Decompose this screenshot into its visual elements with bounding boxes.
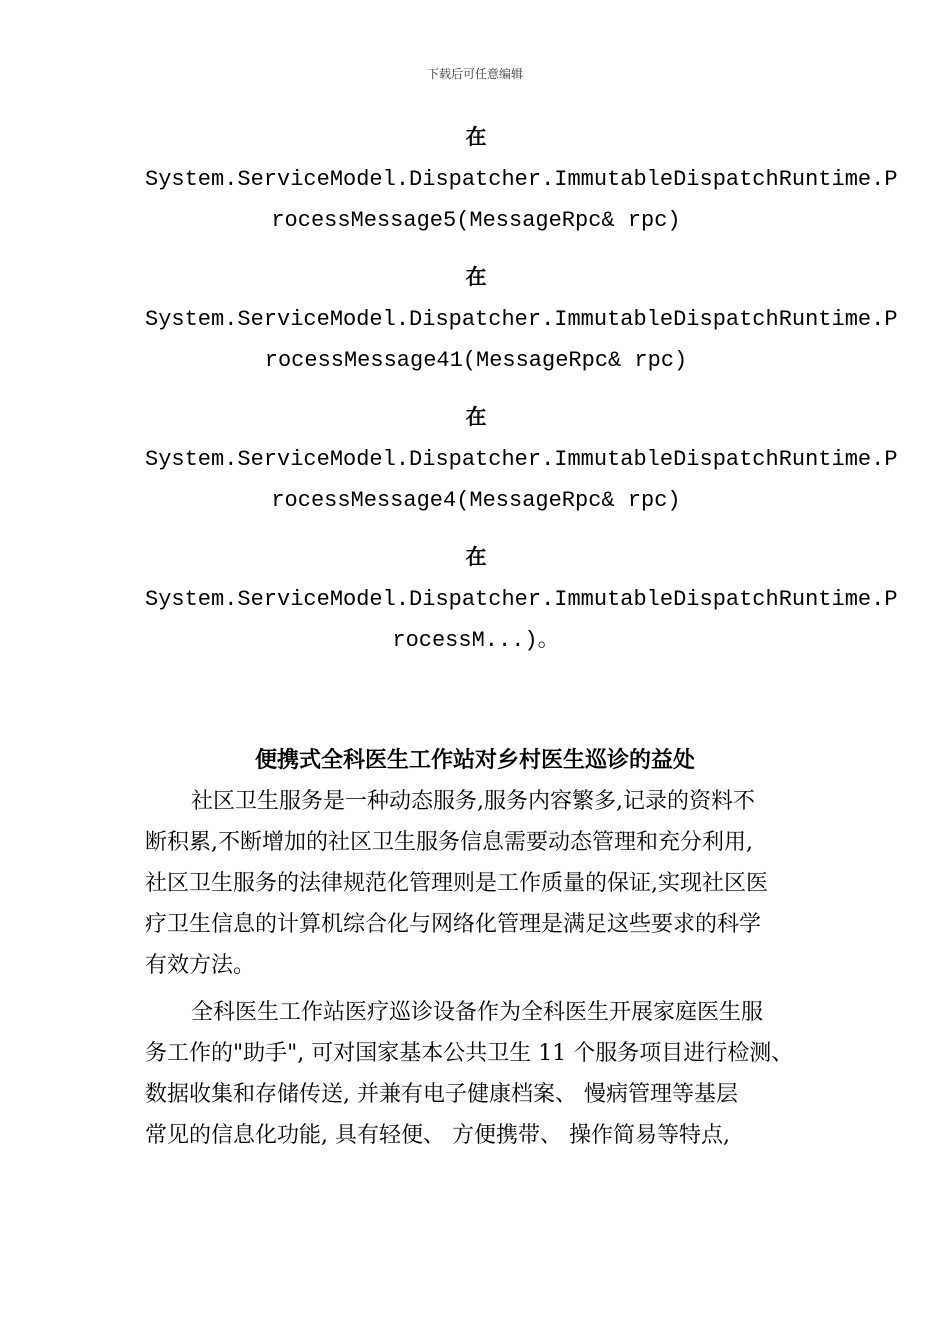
paragraph-line: 社区卫生服务是一种动态服务,服务内容繁多,记录的资料不 — [191, 789, 755, 814]
stack-entry-line: System.ServiceModel.Dispatcher.ImmutableDispatchRuntime.P — [145, 307, 898, 332]
stack-entry-line: rocessMessage4(MessageRpc& rpc) — [271, 488, 681, 513]
paragraph-line: 社区卫生服务的法律规范化管理则是工作质量的保证,实现社区医 — [145, 871, 768, 896]
stack-entry-line: rocessM...)。 — [392, 628, 560, 653]
stack-trace-entry — [145, 396, 898, 521]
stack-entry-prefix: 在 — [465, 124, 487, 149]
stack-entry-line: System.ServiceModel.Dispatcher.ImmutableDispatchRuntime.P — [145, 447, 898, 472]
stack-entry-prefix: 在 — [465, 264, 487, 289]
stack-entry-line: System.ServiceModel.Dispatcher.ImmutableDispatchRuntime.P — [145, 587, 898, 612]
paragraph-line: 数据收集和存储传送, 并兼有电子健康档案、 慢病管理等基层 — [145, 1082, 738, 1107]
paragraph-line: 常见的信息化功能, 具有轻便、 方便携带、 操作简易等特点, — [145, 1123, 730, 1148]
paragraph — [145, 781, 807, 986]
stack-entry-prefix: 在 — [465, 404, 487, 429]
stack-entry-line: rocessMessage41(MessageRpc& rpc) — [264, 348, 688, 373]
paragraph-line: 断积累,不断增加的社区卫生服务信息需要动态管理和充分利用, — [145, 830, 753, 855]
paragraph-line: 全科医生工作站医疗巡诊设备作为全科医生开展家庭医生服 — [191, 1000, 764, 1025]
stack-entry-line: System.ServiceModel.Dispatcher.ImmutableDispatchRuntime.P — [145, 167, 898, 192]
stack-entry-prefix: 在 — [465, 544, 487, 569]
paragraph-line: 有效方法。 — [145, 953, 256, 978]
stack-trace-entry — [145, 536, 898, 661]
paragraph — [145, 992, 807, 1156]
paragraph-line: 疗卫生信息的计算机综合化与网络化管理是满足这些要求的科学 — [145, 912, 762, 937]
article-body — [145, 781, 807, 1156]
stack-trace-entry — [145, 116, 898, 241]
article-title: 便携式全科医生工作站对乡村医生巡诊的益处 — [254, 747, 695, 773]
stack-entry-line: rocessMessage5(MessageRpc& rpc) — [271, 208, 681, 233]
stack-trace-entry — [145, 256, 898, 381]
stack-trace — [145, 116, 898, 661]
page-header-note: 下载后可任意编辑 — [426, 67, 523, 81]
paragraph-line: 务工作的"助手", 可对国家基本公共卫生 11 个服务项目进行检测、 — [145, 1041, 794, 1066]
